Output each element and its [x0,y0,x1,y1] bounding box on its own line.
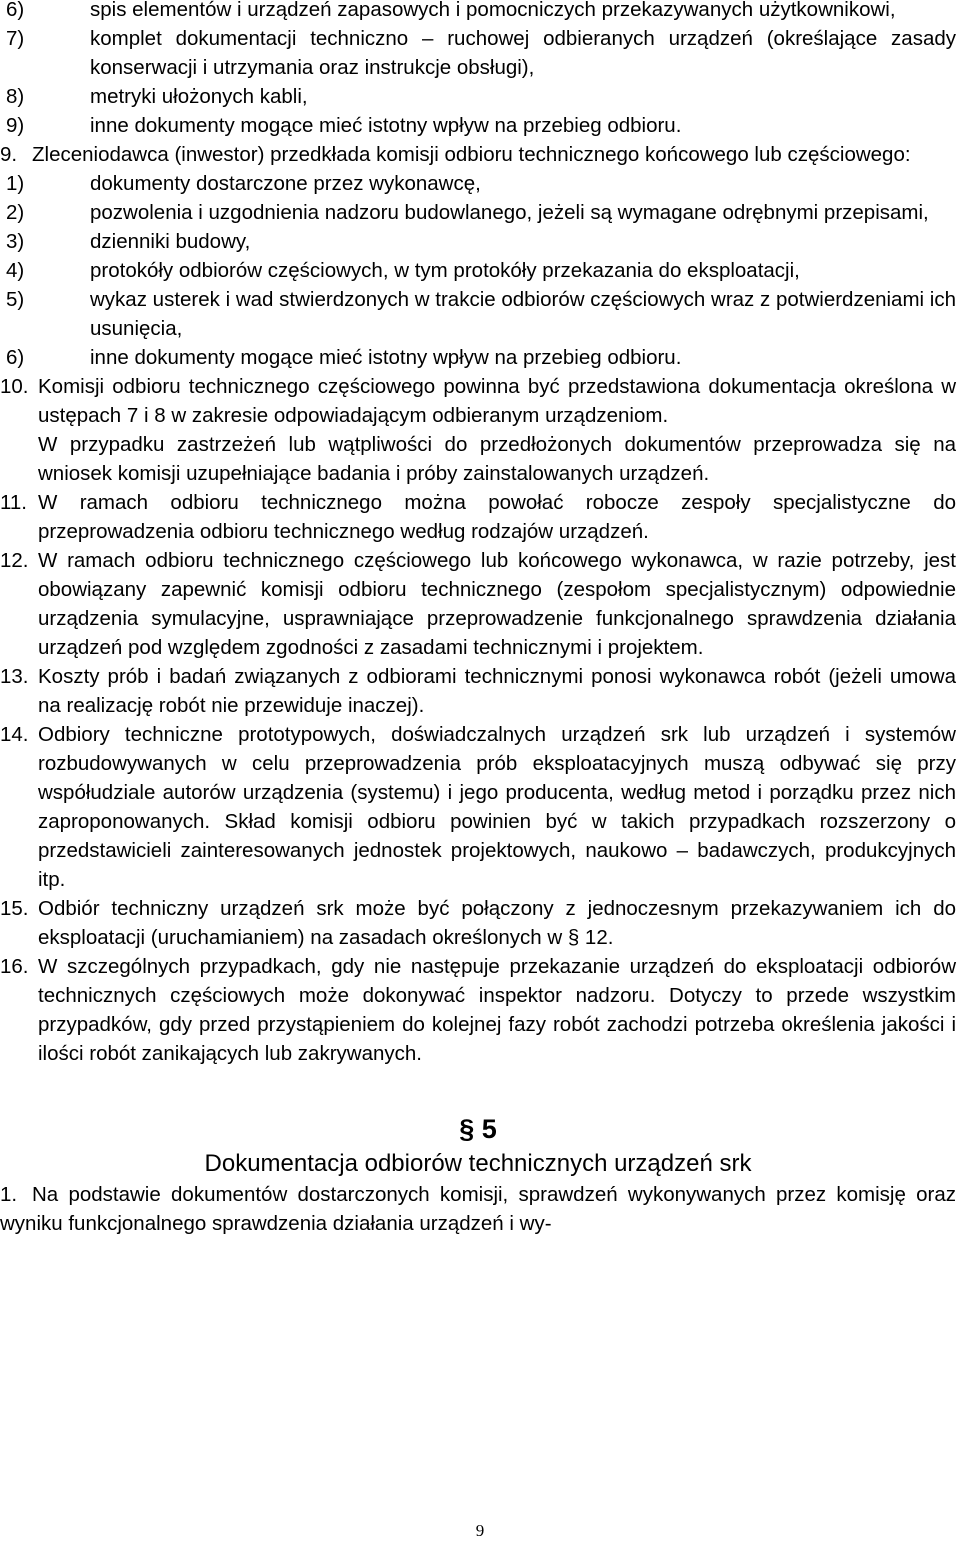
paragraph-number: 11. [0,491,27,514]
section-title: Dokumentacja odbiorów technicznych urządzeń srk [204,1150,752,1177]
list-item [0,169,956,198]
paragraph-number: 12. [0,549,29,572]
paragraph-text: W szczególnych przypadkach, gdy nie następuje przekazanie urządzeń do eksploatacji odbiorów technicznych częściowych może dokonywać inspektor nadzoru. Dotyczy to przede wszystkim przypadków, gdy przed przystąpieniem do kolejnej fazy robót zachodzi potrzeba określenia jakości i ilości robót zanikających lub zakrywanych. [38,955,956,1065]
list-number: 4) [6,259,25,282]
list-item [0,0,956,24]
paragraph-text: Zleceniodawca (inwestor) przedkłada komisji odbioru technicznego końcowego lub częściowego: [32,143,911,166]
list-number: 6) [6,0,25,21]
list-item [0,256,956,285]
list-text: wykaz usterek i wad stwierdzonych w trakcie odbiorów częściowych wraz z potwierdzeniami ich usunięcia, [90,288,956,340]
list-text: pozwolenia i uzgodnienia nadzoru budowlanego, jeżeli są wymagane odrębnymi przepisami, [90,201,929,224]
paragraph-number: 14. [0,723,29,746]
list-item [0,343,956,372]
list-text: dzienniki budowy, [90,230,251,253]
paragraph-text: Odbiory techniczne prototypowych, doświadczalnych urządzeń srk lub urządzeń i systemów rozbudowywanych w celu przeprowadzenia prób eksploatacyjnych muszą odbywać się przy współudziale autorów urządzenia (systemu) i jego producenta, według metod i porządku przez nich zaproponowanych. Skład komisji odbioru powinien być w takich przypadkach rozszerzony o przedstawicieli zainteresowanych jednostek projektowych, naukowo – badawczych, produkcyjnych itp. [38,723,956,891]
numbered-paragraph [0,140,956,169]
numbered-paragraph [0,894,956,952]
paragraph-continuation: W przypadku zastrzeżeń lub wątpliwości do przedłożonych dokumentów przeprowadza się na wniosek komisji uzupełniające badania i próby zainstalowanych urządzeń. [38,433,956,485]
numbered-paragraph [0,720,956,894]
paragraph-text: Koszty prób i badań związanych z odbiorami technicznymi ponosi wykonawca robót (jeżeli umowa na realizację robót nie przewiduje inaczej). [38,665,956,717]
paragraph-text: W ramach odbioru technicznego można powołać robocze zespoły specjalistyczne do przeprowadzenia odbioru technicznego według rodzajów urządzeń. [38,491,956,543]
paragraph-number: 15. [0,897,29,920]
list-number: 9) [6,114,25,137]
numbered-paragraph [0,952,956,1068]
list-number: 6) [6,346,25,369]
paragraph-text: Odbiór techniczny urządzeń srk może być połączony z jednoczesnym przekazywaniem ich do eksploatacji (uruchamianiem) na zasadach określonych w § 12. [38,897,956,949]
paragraph-text: Na podstawie dokumentów dostarczonych komisji, sprawdzeń wykonywanych przez komisję oraz wyniku funkcjonalnego sprawdzenia działania urządzeń i wy- [0,1183,956,1235]
list-number: 3) [6,230,25,253]
section-mark: § 5 [459,1114,497,1144]
numbered-paragraph [0,1180,956,1238]
paragraph-number: 9. [0,143,18,166]
list-number: 8) [6,85,25,108]
list-item [0,24,956,82]
numbered-paragraph [0,372,956,430]
list-text: dokumenty dostarczone przez wykonawcę, [90,172,481,195]
page-number: 9 [475,1521,485,1540]
list-item [0,111,956,140]
paragraph-number: 16. [0,955,29,978]
paragraph-number: 1. [0,1183,18,1206]
paragraph-number: 13. [0,665,29,688]
list-text: inne dokumenty mogące mieć istotny wpływ na przebieg odbioru. [90,114,682,137]
paragraph-text: W ramach odbioru technicznego częściowego lub końcowego wykonawca, w razie potrzeby, jest obowiązany zapewnić komisji odbioru technicznego (zespołom specjalistycznym) odpowiednie urządzenia symulacyjne, usprawniające przeprowadzenie funkcjonalnego sprawdzenia działania urządzeń pod względem zgodności z zasadami technicznymi i projektem. [38,549,956,659]
list-item [0,285,956,343]
numbered-paragraph [0,546,956,662]
list-number: 1) [6,172,25,195]
list-text: komplet dokumentacji techniczno – ruchowej odbieranych urządzeń (określające zasady konserwacji i utrzymania oraz instrukcje obsługi), [90,27,956,79]
list-number: 5) [6,288,25,311]
numbered-paragraph [0,662,956,720]
paragraph-text: Komisji odbioru technicznego częściowego powinna być przedstawiona dokumentacja określona w ustępach 7 i 8 w zakresie odpowiadającym odbieranym urządzeniom. [38,375,956,427]
list-item [0,227,956,256]
list-number: 7) [6,27,25,50]
list-text: spis elementów i urządzeń zapasowych i pomocniczych przekazywanych użytkownikowi, [90,0,896,21]
list-item [0,82,956,111]
list-text: inne dokumenty mogące mieć istotny wpływ na przebieg odbioru. [90,346,682,369]
list-text: metryki ułożonych kabli, [90,85,308,108]
paragraph-number: 10. [0,375,29,398]
numbered-paragraph [0,488,956,546]
list-number: 2) [6,201,25,224]
list-text: protokóły odbiorów częściowych, w tym protokóły przekazania do eksploatacji, [90,259,800,282]
list-item [0,198,956,227]
